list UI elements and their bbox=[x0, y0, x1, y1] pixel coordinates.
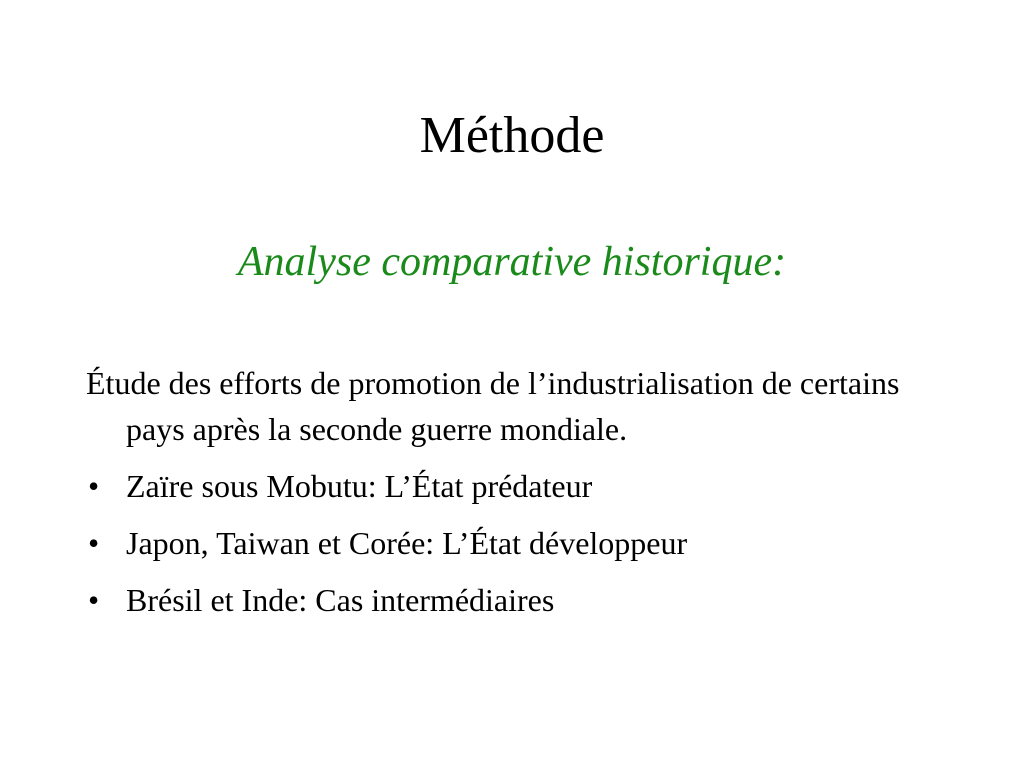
intro-paragraph: Étude des efforts de promotion de l’industrialisation de certains pays après la seconde guerre mondiale. bbox=[86, 365, 900, 447]
bullet-text: Japon, Taiwan et Corée: L’État développeur bbox=[126, 525, 688, 561]
slide-subtitle: Analyse comparative historique: bbox=[237, 239, 787, 285]
bullet-icon: • bbox=[88, 582, 100, 618]
bullet-item-zaire bbox=[86, 463, 966, 509]
bullet-icon: • bbox=[88, 525, 100, 561]
bullet-item-japon bbox=[86, 520, 966, 566]
bullet-text: Zaïre sous Mobutu: L’État prédateur bbox=[126, 468, 593, 504]
bullet-text: Brésil et Inde: Cas intermédiaires bbox=[126, 582, 555, 618]
bullet-item-bresil bbox=[86, 577, 966, 623]
slide-title: Méthode bbox=[419, 107, 605, 164]
slide-body bbox=[86, 360, 966, 634]
bullet-icon: • bbox=[88, 468, 100, 504]
bullet-list bbox=[86, 463, 966, 623]
